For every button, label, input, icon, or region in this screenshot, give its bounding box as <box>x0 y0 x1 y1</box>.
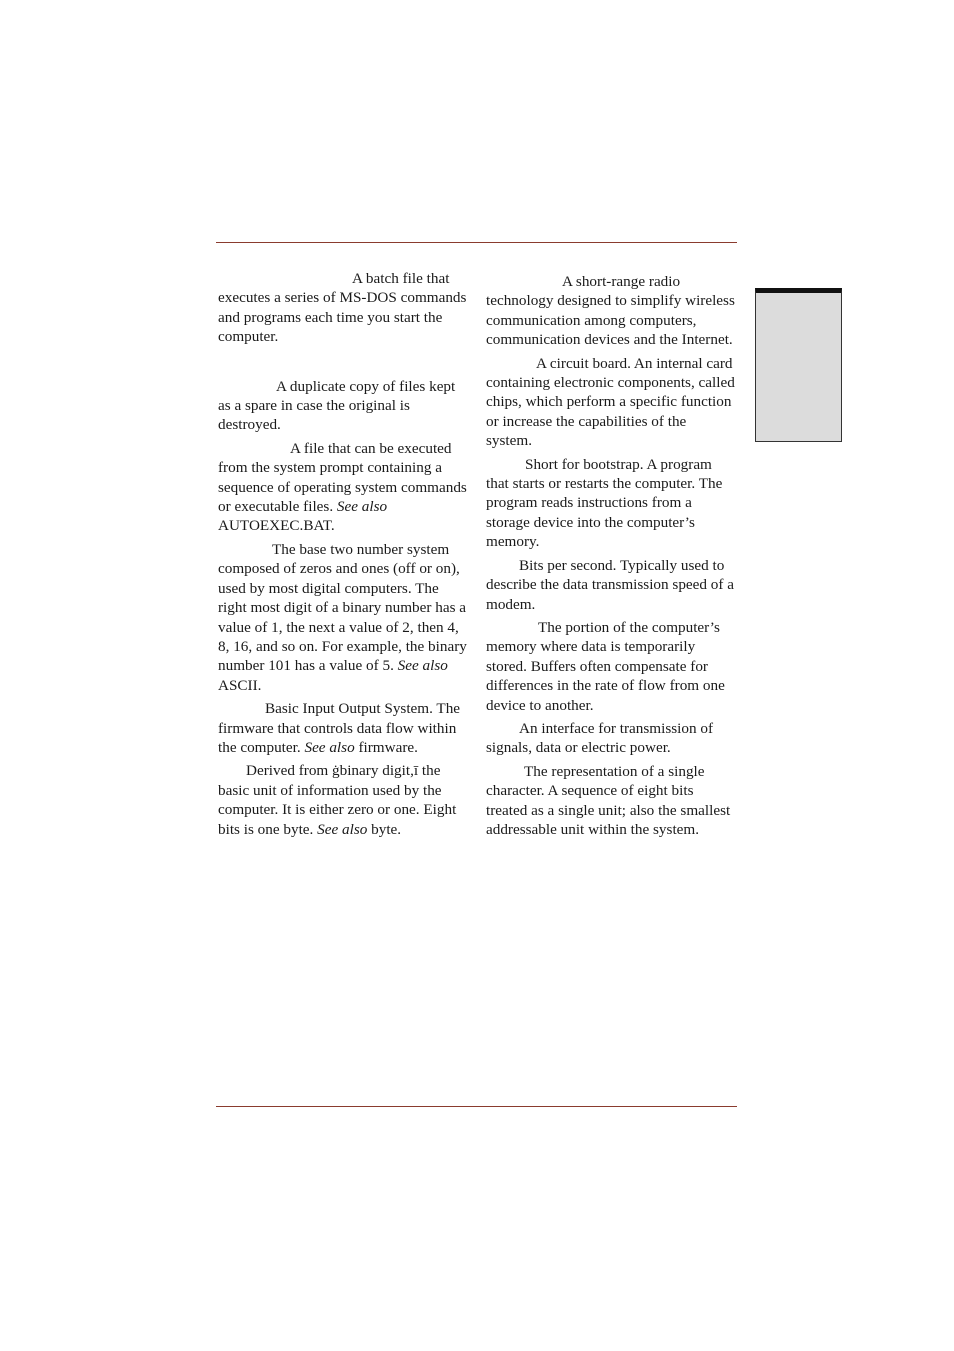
glossary-entry: Derived from ġbinary digit,ī the basic unit of information used by the computer. It is either zero or one. Eight bits is one byte. See also byte. <box>218 762 457 838</box>
footer-rule <box>216 1106 737 1107</box>
glossary-column-left <box>218 269 468 843</box>
glossary-entry: An interface for transmission of signals, data or electric power. <box>486 719 714 757</box>
glossary-entry: Bits per second. Typically used to describe the data transmission speed of a modem. <box>486 556 734 613</box>
glossary-entry: A batch file that executes a series of MS-DOS commands and programs each time you start the computer. <box>218 270 467 346</box>
glossary-entry: A file that can be executed from the system prompt containing a sequence of operating system commands or executable files. See also AUTOEXEC.BAT. <box>218 439 467 535</box>
glossary-entry: A short-range radio technology designed to simplify wireless communication among computers, communication devices and the Internet. <box>486 273 735 349</box>
glossary-entry: The base two number system composed of zeros and ones (off or on), used by most digital computers. The right most digit of a binary number has a value of 1, the next a value of 2, then 4, 8, 16, and so on. For example, the binary number 101 has a value of 5. See also ASCII. <box>218 540 467 694</box>
glossary-entry: The representation of a single character. A sequence of eight bits treated as a single unit; also the smallest addressable unit within the system. <box>486 762 731 838</box>
header-rule <box>216 242 737 243</box>
glossary-entry: A circuit board. An internal card containing electronic components, called chips, which perform a specific function or increase the capabilities of the system. <box>486 354 735 450</box>
glossary-entry: A duplicate copy of files kept as a spare in case the original is destroyed. <box>218 377 456 434</box>
glossary-entry: Basic Input Output System. The firmware that controls data flow within the computer. See also firmware. <box>218 700 461 756</box>
glossary-column-right <box>486 272 736 843</box>
glossary-entry: The portion of the computer’s memory where data is temporarily stored. Buffers often compensate for differences in the rate of flow from one device to another. <box>486 618 725 714</box>
chapter-tab <box>755 288 842 442</box>
glossary-entry: Short for bootstrap. A program that starts or restarts the computer. The program reads instructions from a storage device into the computer’s memory. <box>486 455 723 551</box>
